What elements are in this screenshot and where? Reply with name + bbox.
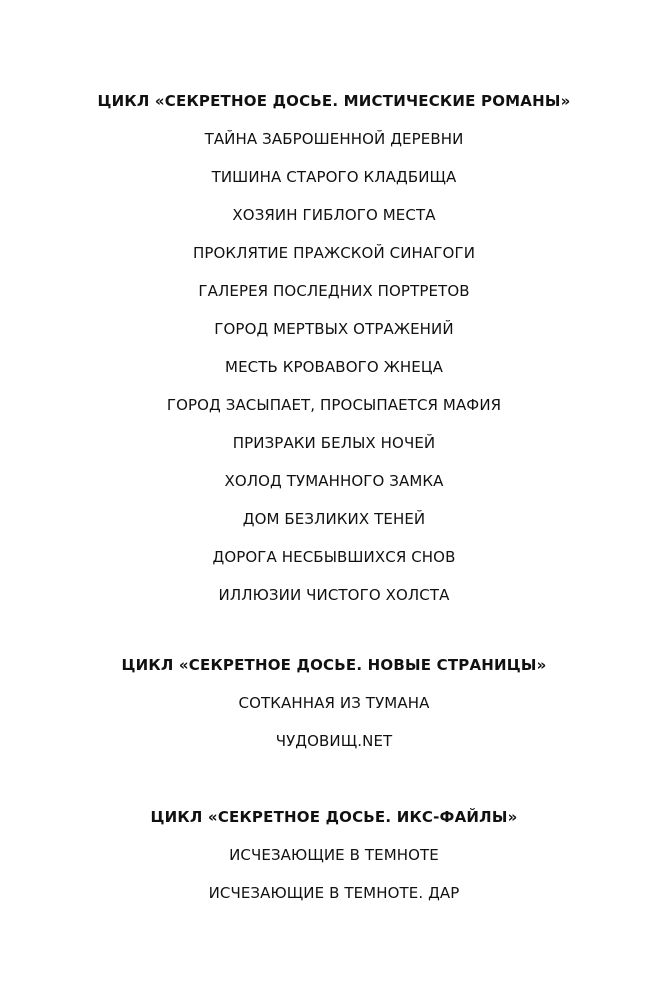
series-x-files — [0, 807, 668, 903]
book-title: ТИШИНА СТАРОГО КЛАДБИЩА — [211, 168, 457, 186]
book-title: ТАЙНА ЗАБРОШЕННОЙ ДЕРЕВНИ — [204, 130, 464, 148]
book-title: ХОЗЯИН ГИБЛОГО МЕСТА — [232, 206, 436, 224]
book-title: ГОРОД МЕРТВЫХ ОТРАЖЕНИЙ — [214, 320, 454, 338]
book-title: СОТКАННАЯ ИЗ ТУМАНА — [238, 694, 430, 712]
series-title: ЦИКЛ «СЕКРЕТНОЕ ДОСЬЕ. НОВЫЕ СТРАНИЦЫ» — [121, 656, 547, 674]
series-new-pages — [0, 655, 668, 751]
book-title: МЕСТЬ КРОВАВОГО ЖНЕЦА — [225, 358, 443, 376]
book-title: ИЛЛЮЗИИ ЧИСТОГО ХОЛСТА — [218, 586, 450, 604]
series-title: ЦИКЛ «СЕКРЕТНОЕ ДОСЬЕ. МИСТИЧЕСКИЕ РОМАНЫ» — [97, 92, 571, 110]
book-title: ГАЛЕРЕЯ ПОСЛЕДНИХ ПОРТРЕТОВ — [198, 282, 470, 300]
book-title: ХОЛОД ТУМАННОГО ЗАМКА — [224, 472, 444, 490]
book-title: ЧУДОВИЩ.NET — [275, 732, 393, 750]
book-title: ГОРОД ЗАСЫПАЕТ, ПРОСЫПАЕТСЯ МАФИЯ — [166, 396, 502, 414]
book-title: ПРОКЛЯТИЕ ПРАЖСКОЙ СИНАГОГИ — [192, 244, 476, 262]
book-list — [0, 693, 668, 751]
book-title: ДОРОГА НЕСБЫВШИХСЯ СНОВ — [212, 548, 456, 566]
book-title: ИСЧЕЗАЮЩИЕ В ТЕМНОТЕ. ДАР — [208, 884, 460, 902]
book-title: ПРИЗРАКИ БЕЛЫХ НОЧЕЙ — [232, 434, 436, 452]
book-title: ИСЧЕЗАЮЩИЕ В ТЕМНОТЕ — [229, 846, 439, 864]
book-list — [0, 845, 668, 903]
series-title: ЦИКЛ «СЕКРЕТНОЕ ДОСЬЕ. ИКС-ФАЙЛЫ» — [150, 808, 518, 826]
book-title: ДОМ БЕЗЛИКИХ ТЕНЕЙ — [242, 510, 426, 528]
series-mystic-novels — [0, 91, 668, 605]
book-list — [0, 129, 668, 605]
